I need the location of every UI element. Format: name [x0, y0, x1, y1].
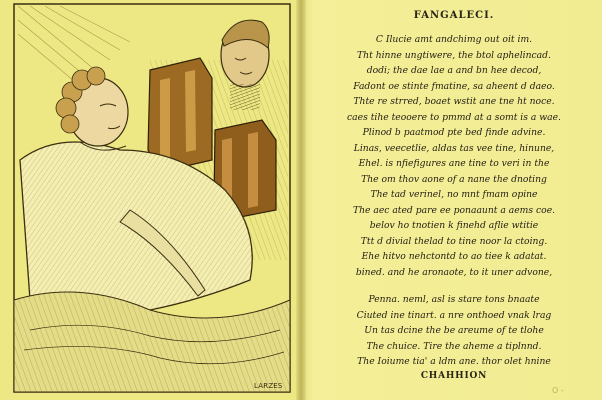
footer-title: CHAHHION [420, 371, 488, 381]
poem-line: Linas, veecetlie, aldas tas vee tine, hinune, [353, 142, 555, 154]
poem-line: belov ho tnotien k finehd aflie wtitie [369, 220, 539, 231]
poem-line: The tad verinel, no mnt fmam opine [370, 189, 538, 200]
poem-line: Plinod b paatmod pte bed finde advine. [362, 127, 546, 138]
poem-line: Ehel. is nfiefigures ane tine to veri in the [358, 158, 550, 169]
poem-line: C Ilucie amt andchimg out oit im. [375, 34, 533, 45]
illustration-page [0, 0, 298, 400]
poem-line: Ehe hitvo nehctontd to ao tiee k adatat. [361, 251, 547, 262]
poem-line: bined. and he aronaote, to it uner advone, [355, 266, 553, 278]
text-page [306, 0, 602, 400]
poem-line: Penna. neml, asl is stare tons bnaate [368, 294, 540, 305]
poem-body [306, 32, 602, 370]
poem-line: The Ioiume tia' a ldm ane. thor olet hnine [357, 356, 551, 367]
stanza-break [306, 280, 602, 292]
artist-signature: LARZES [254, 382, 283, 390]
page-mark: O - [552, 386, 564, 395]
poem-line: caes tihe teooere to pmmd at a somt is a wae. [347, 111, 561, 123]
poem-line: Un tas dcine the be areume of te tlohe [364, 325, 544, 336]
poem-line: dodi; the dae lae a and bn hee decod, [366, 65, 542, 76]
poem-line: Ciuted ine tinart. a nre onthoed vnak lrag [356, 309, 552, 321]
poem-line: The om thov aone of a nane the dnoting [361, 173, 547, 185]
poem-line: The chuice. Tire the aheme a tiplnnd. [366, 340, 542, 352]
poem-line: Thte re strred, boaet wstit ane tne ht noce. [353, 96, 555, 107]
poem-line: Fadont oe stinte fmatine, sa aheent d daeo. [353, 80, 555, 92]
poem-line: The aec ated pare ee ponaaunt a aems coe. [352, 204, 556, 216]
engraving-illustration [0, 0, 298, 400]
poem-line: Tht hinne ungtiwere, the btol aphelincad. [357, 49, 551, 61]
poem-title: FANGALECI. [413, 10, 495, 21]
poem-line: Ttt d divial thelad to tine noor la ctoing. [360, 235, 548, 247]
book-gutter [296, 0, 306, 400]
